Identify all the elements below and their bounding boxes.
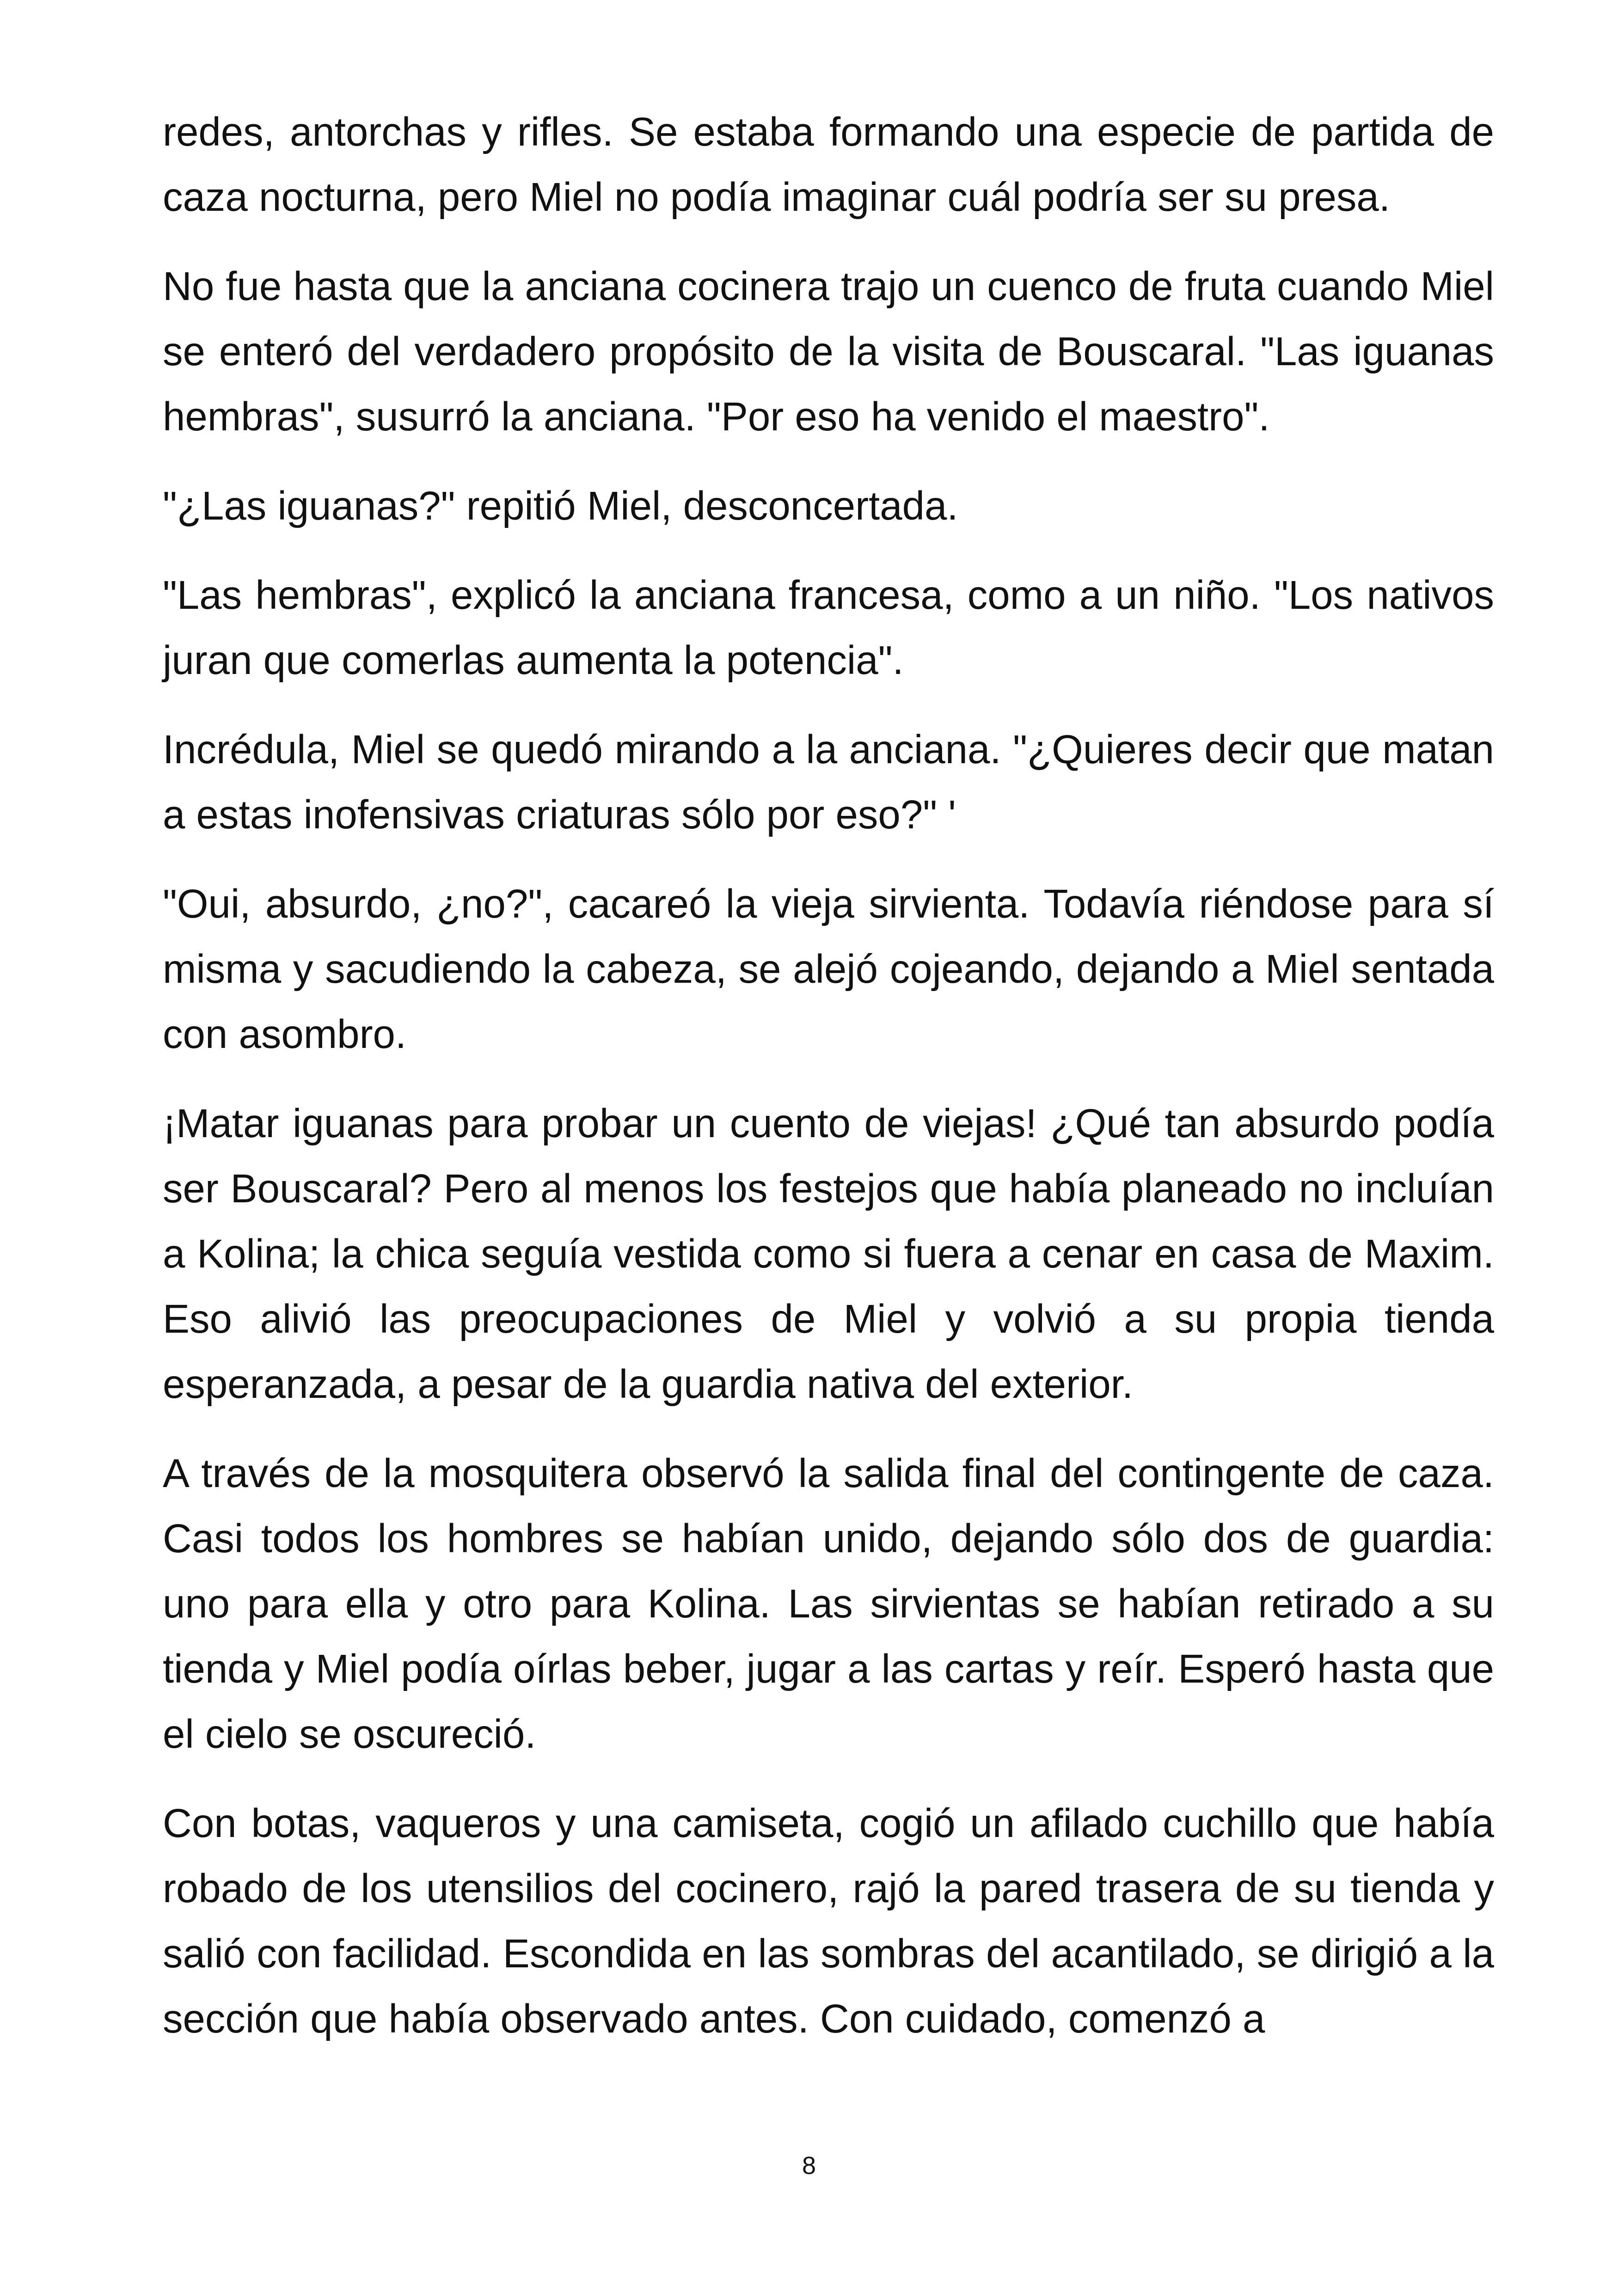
paragraph-4: "Las hembras", explicó la anciana francesa, como a un niño. "Los nativos juran que comerlas aumenta la potencia". — [163, 573, 1494, 683]
paragraph-8: A través de la mosquitera observó la salida final del contingente de caza. Casi todos los hombres se habían unido, dejando sólo dos de guardia: uno para ella y otro para Kolina. Las sirvientas se habían retirado a su tienda y Miel podía oírlas beber, jugar a las cartas y reír. Esperó hasta que el cielo se oscureció. — [163, 1451, 1494, 1757]
paragraph-9: Con botas, vaqueros y una camiseta, cogió un afilado cuchillo que había robado de los utensilios del cocinero, rajó la pared trasera de su tienda y salió con facilidad. Escondida en las sombras del acantilado, se dirigió a la sección que había observado antes. Con cuidado, comenzó a — [163, 1801, 1494, 2041]
body-text — [163, 99, 1494, 2076]
paragraph-2: No fue hasta que la anciana cocinera trajo un cuenco de fruta cuando Miel se enteró del verdadero propósito de la visita de Bouscaral. "Las iguanas hembras", susurró la anciana. "Por eso ha venido el maestro". — [163, 264, 1494, 439]
page-number: 8 — [802, 2152, 816, 2180]
paragraph-3: "¿Las iguanas?" repitió Miel, desconcertada. — [163, 484, 958, 528]
paragraph-5: Incrédula, Miel se quedó mirando a la anciana. "¿Quieres decir que matan a estas inofensivas criaturas sólo por eso?" ' — [163, 727, 1494, 837]
paragraph-6: "Oui, absurdo, ¿no?", cacareó la vieja sirvienta. Todavía riéndose para sí misma y sacudiendo la cabeza, se alejó cojeando, dejando a Miel sentada con asombro. — [163, 882, 1494, 1057]
paragraph-7: ¡Matar iguanas para probar un cuento de viejas! ¿Qué tan absurdo podía ser Bouscaral? Pero al menos los festejos que había planeado no incluían a Kolina; la chica seguía vestida como si fuera a cenar en casa de Maxim. Eso alivió las preocupaciones de Miel y volvió a su propia tienda esperanzada, a pesar de la guardia nativa del exterior. — [163, 1101, 1494, 1407]
paragraph-1: redes, antorchas y rifles. Se estaba formando una especie de partida de caza nocturna, pero Miel no podía imaginar cuál podría ser su presa. — [163, 110, 1494, 220]
